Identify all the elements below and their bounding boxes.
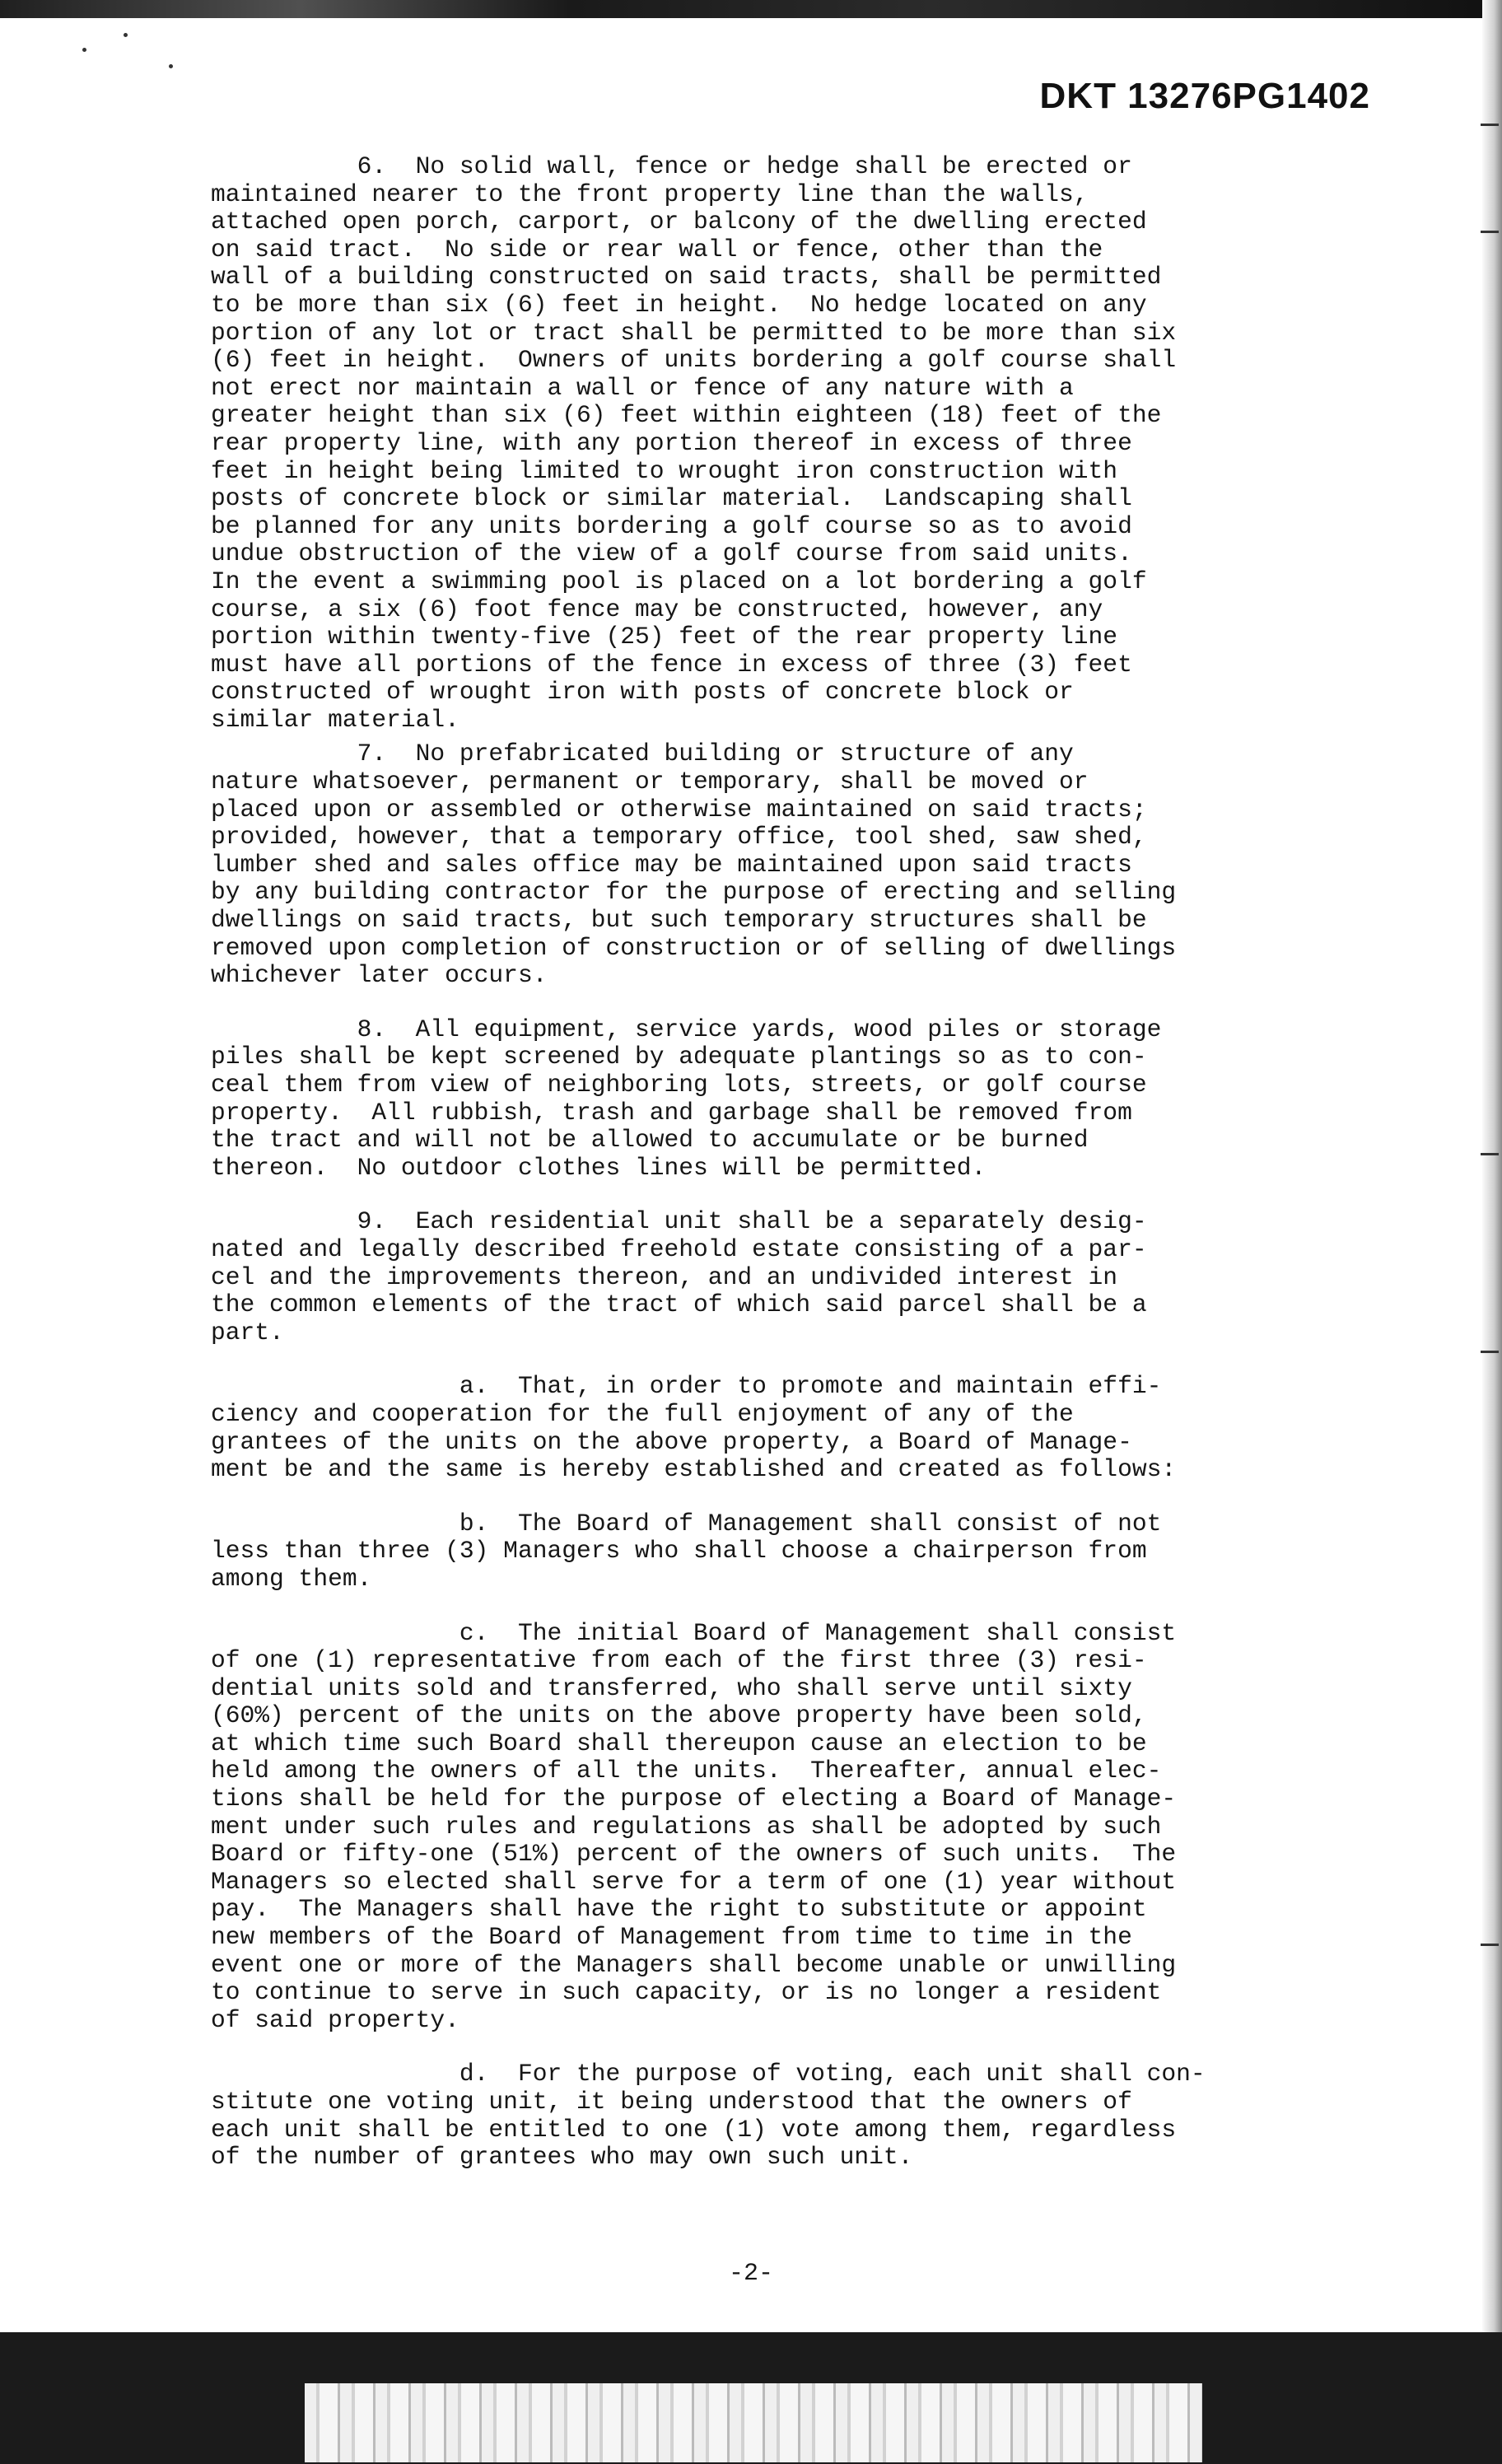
text-line: to be more than six (6) feet in height. No hedge located on any — [211, 290, 1147, 319]
text-line: greater height than six (6) feet within eighteen (18) feet of the — [211, 401, 1162, 430]
text-line: In the event a swimming pool is placed on a lot bordering a golf — [211, 567, 1147, 595]
scan-top-edge — [0, 0, 1502, 18]
text-line: the common elements of the tract of which said parcel shall be a — [211, 1290, 1147, 1319]
text-line: at which time such Board shall thereupon cause an election to be — [211, 1729, 1147, 1757]
text-line: ceal them from view of neighboring lots, streets, or golf course — [211, 1071, 1147, 1099]
text-line: lumber shed and sales office may be maintained upon said tracts — [211, 850, 1132, 879]
text-line: (60%) percent of the units on the above property have been sold, — [211, 1701, 1147, 1730]
text-line: new members of the Board of Management from time to time in the — [211, 1923, 1132, 1952]
text-line: similar material. — [211, 705, 459, 734]
text-line: each unit shall be entitled to one (1) vote among them, regardless — [211, 2115, 1177, 2144]
text-line: tions shall be held for the purpose of electing a Board of Manage- — [211, 1785, 1177, 1813]
text-line: b. The Board of Management shall consist of not — [211, 1509, 1162, 1538]
text-line: dwellings on said tracts, but such temporary structures shall be — [211, 906, 1147, 935]
margin-mark — [1481, 1153, 1499, 1155]
text-line: among them. — [211, 1564, 372, 1593]
text-line: maintained nearer to the front property line than the walls, — [211, 180, 1089, 208]
paragraph-p9d — [211, 2060, 1393, 2171]
text-line: d. For the purpose of voting, each unit shall con- — [211, 2060, 1206, 2088]
scan-speck — [124, 33, 128, 37]
text-line: be planned for any units bordering a golf course so as to avoid — [211, 511, 1132, 540]
text-line: ment under such rules and regulations as shall be adopted by such — [211, 1812, 1162, 1841]
document-body — [211, 153, 1393, 2198]
text-line: 9. Each residential unit shall be a separately desig- — [211, 1207, 1147, 1236]
text-line: 6. No solid wall, fence or hedge shall be erected or — [211, 152, 1132, 180]
scan-right-edge — [1482, 0, 1502, 2332]
paragraph-p7 — [211, 740, 1393, 989]
text-line: Managers so elected shall serve for a term of one (1) year without — [211, 1867, 1177, 1896]
text-line: a. That, in order to promote and maintain effi- — [211, 1372, 1162, 1401]
text-line: of said property. — [211, 2005, 459, 2034]
scan-speck — [169, 64, 173, 68]
text-line: not erect nor maintain a wall or fence of any nature with a — [211, 373, 1074, 402]
text-line: stitute one voting unit, it being understood that the owners of — [211, 2088, 1132, 2116]
margin-mark — [1481, 231, 1499, 233]
text-line: (6) feet in height. Owners of units bordering a golf course shall — [211, 346, 1177, 375]
text-line: feet in height being limited to wrought iron construction with — [211, 456, 1118, 485]
text-line: nature whatsoever, permanent or temporary, shall be moved or — [211, 768, 1089, 796]
text-line: property. All rubbish, trash and garbage shall be removed from — [211, 1098, 1132, 1127]
paragraph-p9 — [211, 1208, 1393, 1346]
text-line: part. — [211, 1318, 284, 1346]
text-line: held among the owners of all the units. Thereafter, annual elec- — [211, 1757, 1162, 1785]
text-line: must have all portions of the fence in excess of three (3) feet — [211, 650, 1132, 679]
text-line: undue obstruction of the view of a golf course from said units. — [211, 539, 1132, 568]
text-line: grantees of the units on the above property, a Board of Manage- — [211, 1427, 1132, 1456]
paragraph-p9c — [211, 1620, 1393, 2035]
scan-bottom-edge — [0, 2332, 1502, 2464]
text-line: portion of any lot or tract shall be permitted to be more than six — [211, 318, 1177, 347]
paragraph-p8 — [211, 1016, 1393, 1183]
text-line: posts of concrete block or similar material. Landscaping shall — [211, 484, 1132, 513]
text-line: ment be and the same is hereby established and created as follows: — [211, 1455, 1177, 1484]
text-line: attached open porch, carport, or balcony of the dwelling erected — [211, 208, 1147, 236]
text-line: nated and legally described freehold estate consisting of a par- — [211, 1234, 1147, 1263]
text-line: the tract and will not be allowed to accumulate or be burned — [211, 1126, 1089, 1155]
text-line: ciency and cooperation for the full enjoyment of any of the — [211, 1399, 1074, 1428]
paragraph-p6 — [211, 153, 1393, 734]
text-line: rear property line, with any portion thereof in excess of three — [211, 428, 1132, 457]
text-line: Board or fifty-one (51%) percent of the owners of such units. The — [211, 1840, 1177, 1869]
scan-artifact-strip — [305, 2383, 1202, 2462]
text-line: cel and the improvements thereon, and an undivided interest in — [211, 1262, 1118, 1291]
paragraph-p9b — [211, 1510, 1393, 1594]
text-line: c. The initial Board of Management shall consist — [211, 1618, 1177, 1647]
text-line: dential units sold and transferred, who shall serve until sixty — [211, 1673, 1132, 1702]
text-line: pay. The Managers shall have the right to substitute or appoint — [211, 1895, 1147, 1924]
text-line: to continue to serve in such capacity, or is no longer a resident — [211, 1978, 1162, 2007]
text-line: constructed of wrought iron with posts of concrete block or — [211, 678, 1074, 707]
text-line: by any building contractor for the purpose of erecting and selling — [211, 878, 1177, 907]
text-line: course, a six (6) foot fence may be constructed, however, any — [211, 595, 1103, 623]
text-line: on said tract. No side or rear wall or fence, other than the — [211, 235, 1103, 264]
text-line: whichever later occurs. — [211, 961, 548, 990]
text-line: provided, however, that a temporary office, tool shed, saw shed, — [211, 823, 1147, 852]
text-line: portion within twenty-five (25) feet of the rear property line — [211, 623, 1118, 651]
text-line: placed upon or assembled or otherwise maintained on said tracts; — [211, 795, 1147, 824]
text-line: event one or more of the Managers shall become unable or unwilling — [211, 1950, 1177, 1979]
text-line: 8. All equipment, service yards, wood piles or storage — [211, 1015, 1162, 1043]
text-line: of the number of grantees who may own such unit. — [211, 2143, 913, 2172]
text-line: piles shall be kept screened by adequate plantings so as to con- — [211, 1043, 1147, 1071]
margin-mark — [1481, 124, 1499, 126]
paragraph-p9a — [211, 1373, 1393, 1483]
docket-number: DKT 13276PG1402 — [1039, 76, 1370, 116]
text-line: of one (1) representative from each of the first three (3) resi- — [211, 1646, 1147, 1675]
page-number: -2- — [728, 2260, 773, 2288]
margin-mark — [1481, 1944, 1499, 1946]
text-line: thereon. No outdoor clothes lines will be permitted. — [211, 1153, 987, 1182]
text-line: 7. No prefabricated building or structure of any — [211, 740, 1074, 768]
text-line: less than three (3) Managers who shall choose a chairperson from — [211, 1537, 1147, 1566]
text-line: wall of a building constructed on said tracts, shall be permitted — [211, 263, 1162, 292]
text-line: removed upon completion of construction or of selling of dwellings — [211, 933, 1177, 962]
scan-speck — [82, 48, 86, 52]
margin-mark — [1481, 1351, 1499, 1353]
